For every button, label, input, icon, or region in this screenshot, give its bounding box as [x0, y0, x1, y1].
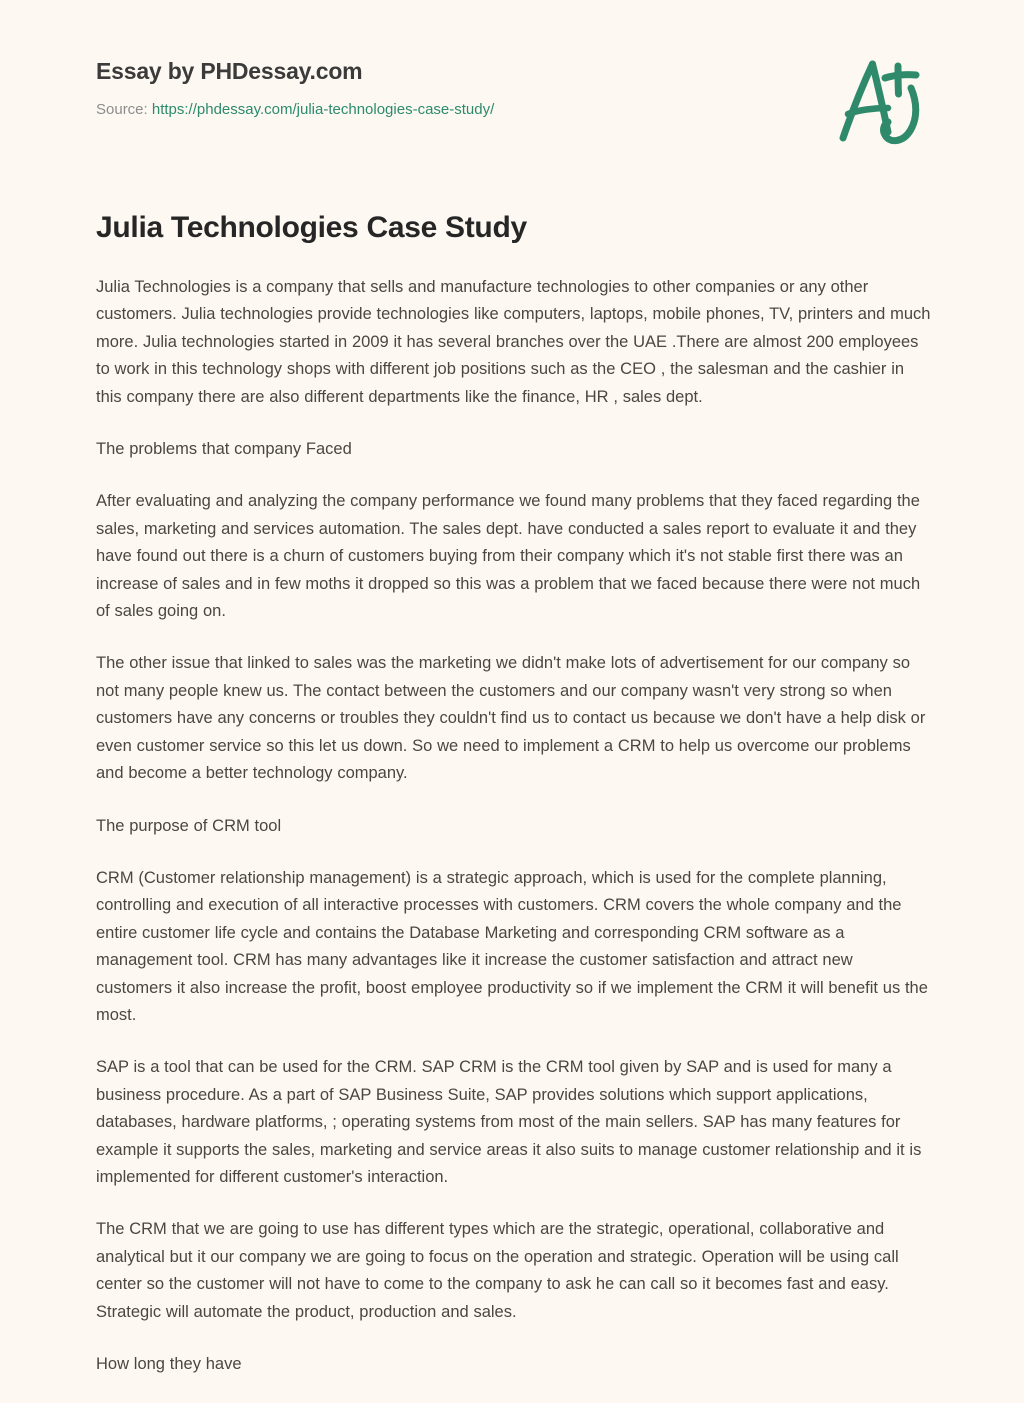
document-body: [96, 208, 932, 1403]
page-header: [0, 0, 1024, 152]
source-line: [96, 99, 494, 121]
a-plus-logo-svg: [832, 52, 928, 152]
header-text-block: [96, 56, 494, 121]
brand-title: Essay by PHDessay.com: [96, 58, 363, 84]
paragraph: CRM (Customer relationship management) is a strategic approach, which is used for the complete planning, controlling and execution of all interactive processes with customers. CRM covers the whole company and the entire customer life cycle and contains the Database Marketing and corresponding CRM software as a management tool. CRM has many advantages like it increase the customer satisfaction and attract new customers it also increase the profit, boost employee productivity so if we implement the CRM it will benefit us the most.: [96, 868, 928, 1024]
source-url-link[interactable]: https://phdessay.com/julia-technologies-case-study/: [151, 101, 495, 118]
paragraph: Julia Technologies is a company that sells and manufacture technologies to other companies or any other customers. Julia technologies provide technologies like computers, laptops, mobile phones, TV, printers and much more. Julia technologies started in 2009 it has several branches over the UAE .There are almost 200 employees to work in this technology shops with different job positions such as the CEO , the salesman and the cashier in this company there are also different departments like the finance, HR , sales dept.: [96, 278, 931, 406]
section-heading-how-long: How long they have: [96, 1355, 242, 1373]
page-title: Julia Technologies Case Study: [96, 211, 527, 244]
section-heading-crm-purpose: The purpose of CRM tool: [96, 816, 282, 835]
a-plus-logo-icon: [832, 52, 928, 152]
paragraph: The other issue that linked to sales was the marketing we didn't make lots of advertisement for our company so not many people knew us. The contact between the customers and our company wasn't very strong so when customers have any concerns or troubles they couldn't find us to contact us because we don't have a help disk or even customer service so this let us down. So we need to implement a CRM to help us overcome our problems and become a better technology company.: [96, 654, 926, 783]
section-heading-problems: The problems that company Faced: [96, 440, 352, 459]
paragraph: After evaluating and analyzing the company performance we found many problems that they faced regarding the sales, marketing and services automation. The sales dept. have conducted a sales report to evaluate it and they have found out there is a churn of customers buying from their company which it's not stable first there was an increase of sales and in few moths it dropped so this was a problem that we faced because there were not much of sales going on.: [96, 492, 921, 621]
paragraph: The CRM that we are going to use has different types which are the strategic, operational, collaborative and analytical but it our company we are going to focus on the operation and strategic. Operation will be using call center so the customer will not have to come to the company to ask he can call so it becomes fast and easy. Strategic will automate the product, production and sales.: [96, 1220, 899, 1321]
source-label: Source:: [96, 101, 148, 118]
paragraph: SAP is a tool that can be used for the CRM. SAP CRM is the CRM tool given by SAP and is used for many a business procedure. As a part of SAP Business Suite, SAP provides solutions which support applications, databases, hardware platforms, ; operating systems from most of the main sellers. SAP has many features for example it supports the sales, marketing and service areas it also suits to manage customer relationship and it is implemented for different customer's interaction.: [96, 1058, 922, 1186]
